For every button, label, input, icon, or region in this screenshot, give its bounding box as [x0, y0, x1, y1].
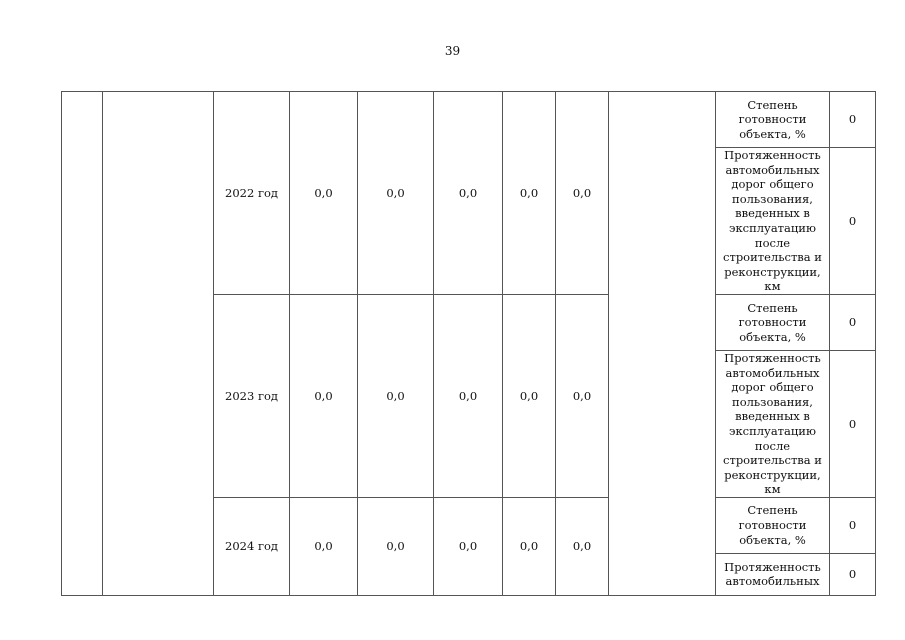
indicator-name: Протяженность автомобильных дорог общего пользования, введенных в эксплуатацию после строительства и реконструкции, км [716, 350, 830, 497]
value-cell: 0,0 [434, 92, 503, 295]
year-cell: 2023 год [214, 294, 290, 497]
value-cell: 0,0 [290, 294, 358, 497]
indicator-value: 0 [830, 553, 876, 595]
value-cell: 0,0 [358, 294, 434, 497]
value-cell: 0,0 [358, 92, 434, 295]
indicator-value: 0 [830, 497, 876, 553]
value-cell: 0,0 [503, 497, 556, 595]
value-cell: 0,0 [503, 294, 556, 497]
indicator-value: 0 [830, 148, 876, 295]
year-cell: 2024 год [214, 497, 290, 595]
indicator-value: 0 [830, 92, 876, 148]
indicator-name: Степень готовности объекта, % [716, 294, 830, 350]
indicator-name: Протяженность автомобильных дорог общего пользования, введенных в эксплуатацию после строительства и реконструкции, км [716, 148, 830, 295]
page-number: 39 [444, 44, 461, 58]
value-cell: 0,0 [434, 497, 503, 595]
indicator-name: Степень готовности объекта, % [716, 497, 830, 553]
value-cell: 0,0 [358, 497, 434, 595]
value-cell: 0,0 [556, 294, 609, 497]
value-cell: 0,0 [503, 92, 556, 295]
value-cell: 0,0 [556, 497, 609, 595]
indicator-name: Протяженность автомобильных [716, 553, 830, 595]
number-cell [62, 92, 103, 596]
value-cell: 0,0 [290, 497, 358, 595]
executor-cell [609, 92, 716, 596]
indicator-value: 0 [830, 294, 876, 350]
table-row [62, 92, 876, 148]
value-cell: 0,0 [290, 92, 358, 295]
indicator-value: 0 [830, 350, 876, 497]
name-cell [103, 92, 214, 596]
value-cell: 0,0 [556, 92, 609, 295]
value-cell: 0,0 [434, 294, 503, 497]
program-table [61, 91, 876, 596]
indicator-name: Степень готовности объекта, % [716, 92, 830, 148]
year-cell: 2022 год [214, 92, 290, 295]
